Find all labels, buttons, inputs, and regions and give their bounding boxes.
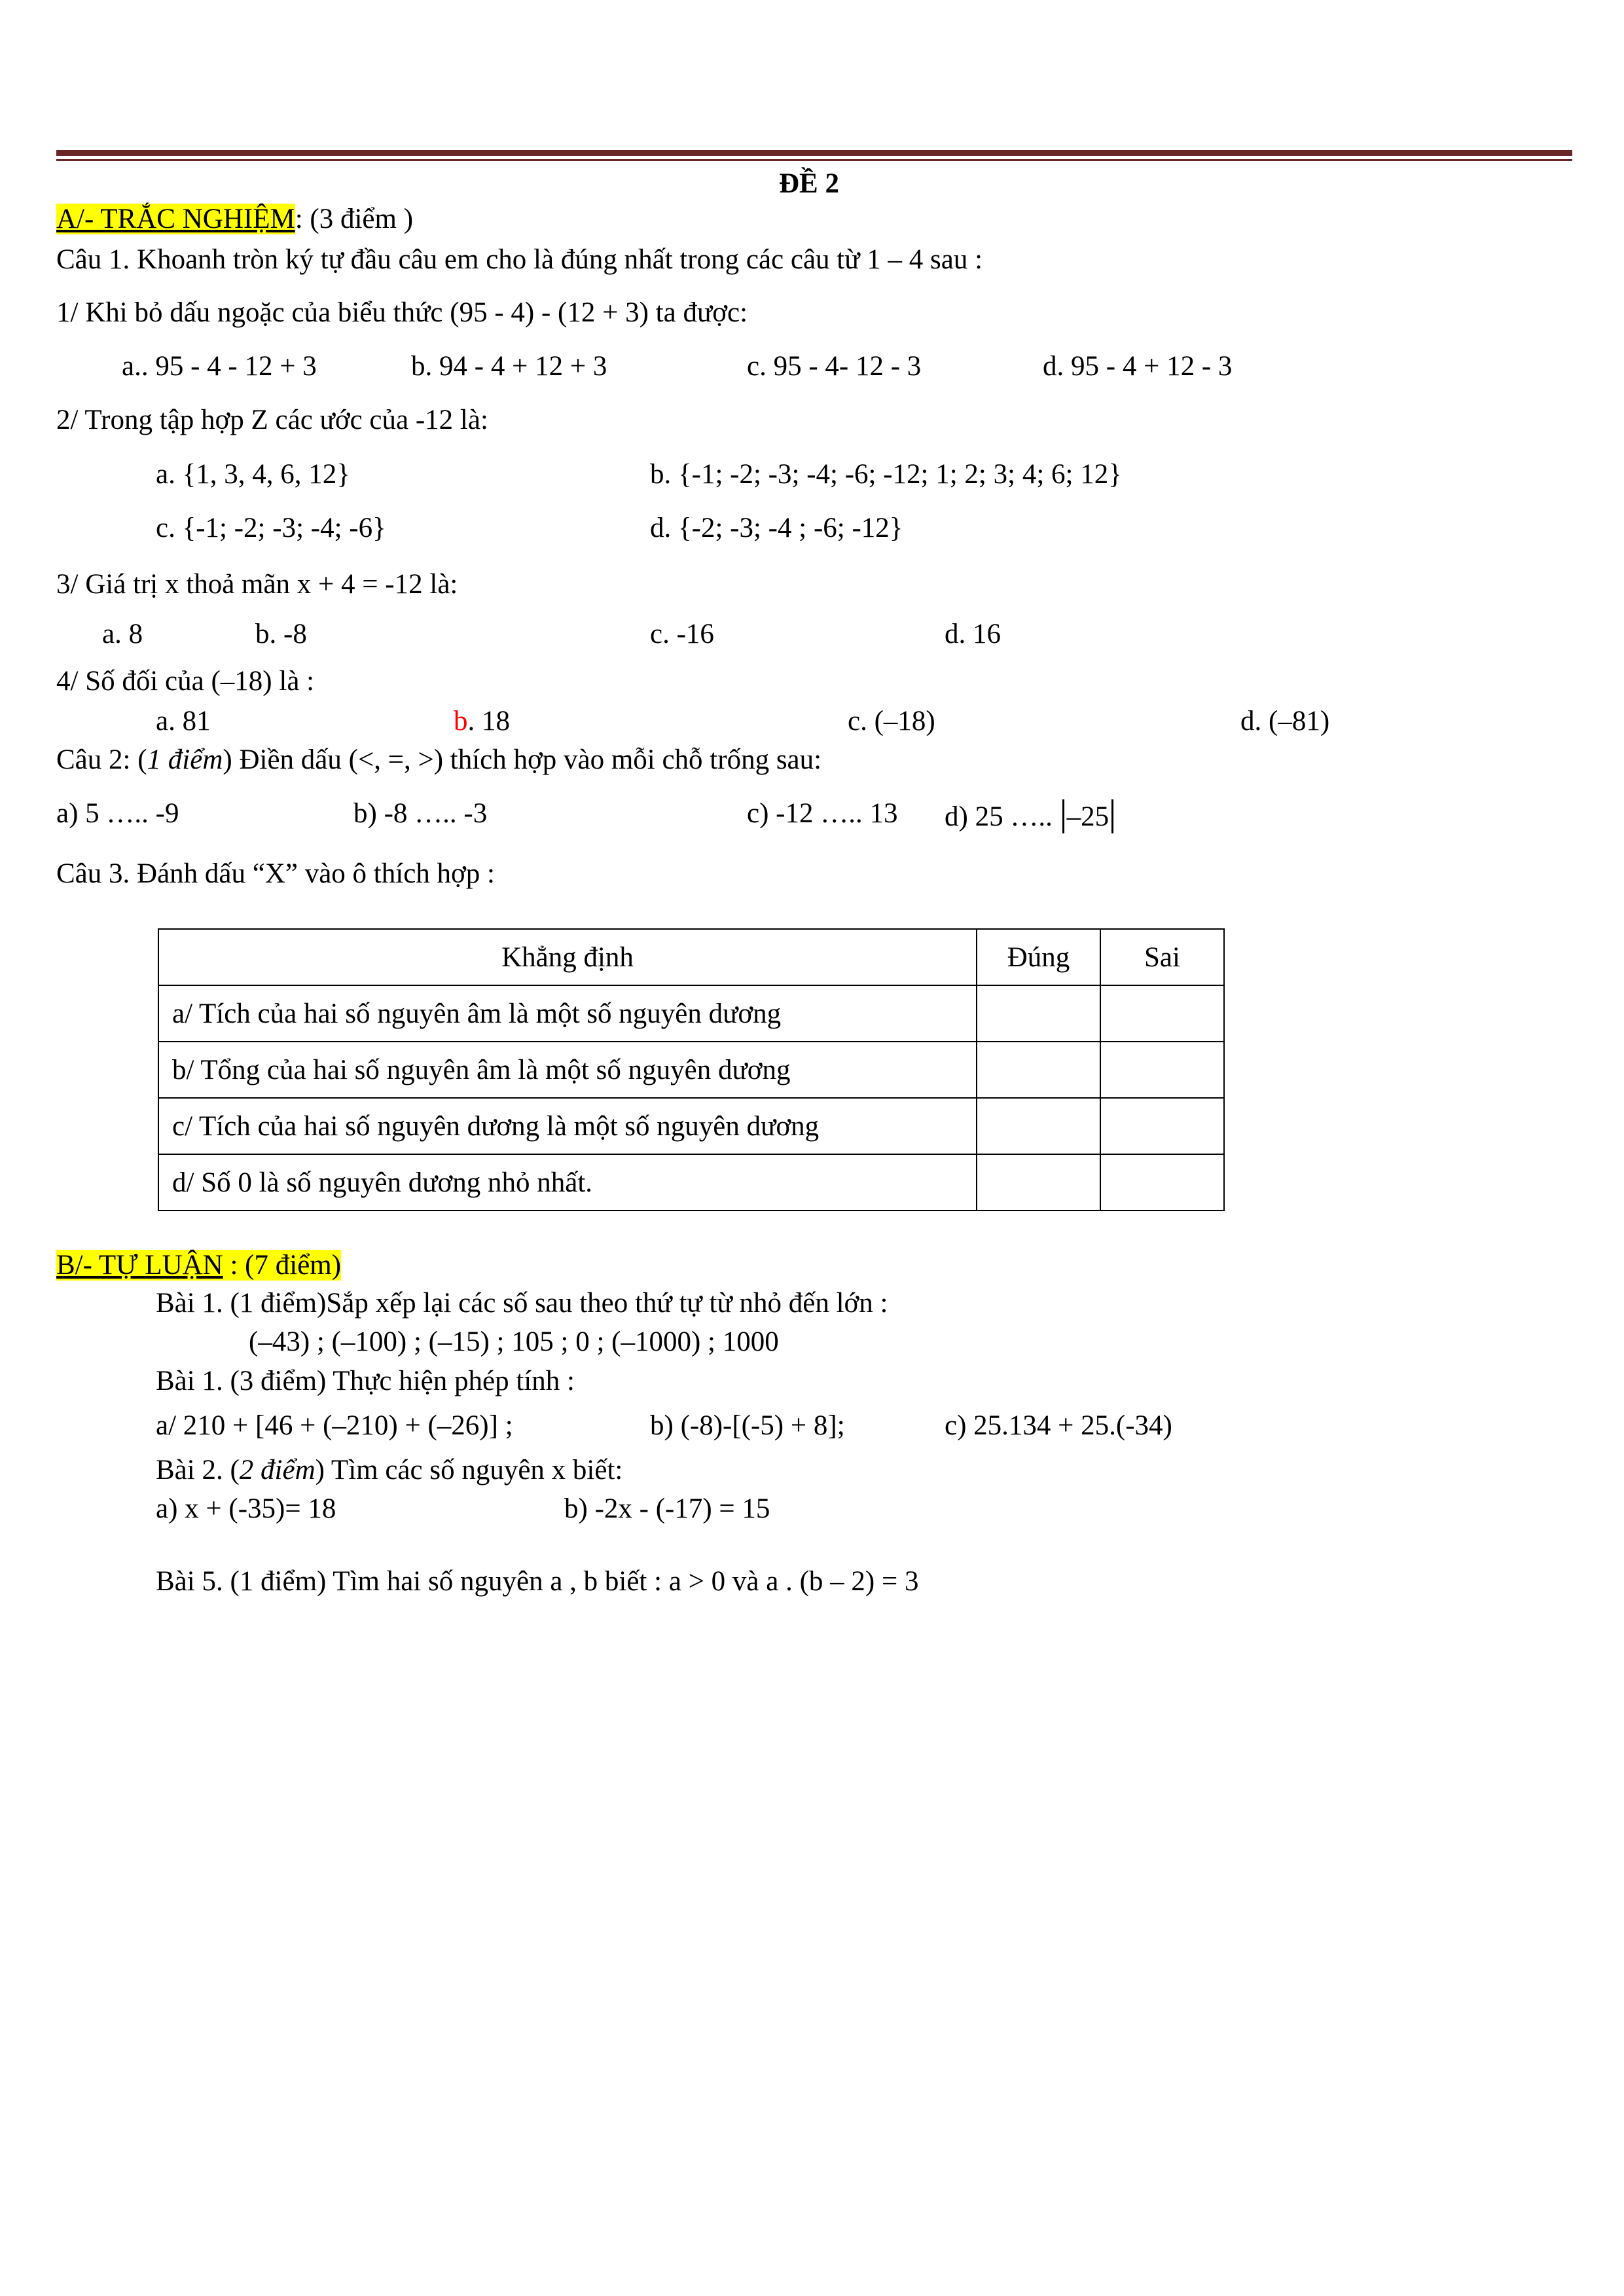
bai1a-numbers: (–43) ; (–100) ; (–15) ; 105 ; 0 ; (–1000) ; 1000 xyxy=(249,1326,779,1357)
header-true: Đúng xyxy=(977,929,1100,985)
abs-bar-left xyxy=(1062,799,1064,833)
cau2-instruction xyxy=(56,746,821,774)
section-b-label: B/- TỰ LUẬN xyxy=(56,1250,223,1281)
bai2-prefix: Bài 2. ( xyxy=(156,1455,240,1485)
abs-bar-right xyxy=(1111,799,1113,833)
cau2-item-d xyxy=(945,799,1116,833)
cau2-item-c: c) -12 ….. 13 xyxy=(747,798,898,829)
q1-option-d[interactable]: d. 95 - 4 + 12 - 3 xyxy=(1043,351,1233,382)
true-checkbox-cell[interactable] xyxy=(977,1154,1100,1211)
true-checkbox-cell[interactable] xyxy=(977,985,1100,1042)
q1-option-c[interactable]: c. 95 - 4- 12 - 3 xyxy=(747,351,922,382)
true-checkbox-cell[interactable] xyxy=(977,1042,1100,1098)
cau2-item-d-abs-value: –25 xyxy=(1066,801,1110,832)
q4-option-b-letter: b xyxy=(454,706,468,737)
q2-option-a[interactable]: a. {1, 3, 4, 6, 12} xyxy=(156,459,350,490)
cau2-item-b: b) -8 ….. -3 xyxy=(353,798,488,829)
section-b-highlight xyxy=(56,1250,341,1281)
q2-option-d[interactable]: d. {-2; -3; -4 ; -6; -12} xyxy=(650,513,903,543)
q3-option-b[interactable]: b. -8 xyxy=(255,619,307,649)
true-checkbox-cell[interactable] xyxy=(977,1098,1100,1154)
cau2-item-d-text: d) 25 ….. xyxy=(945,801,1053,832)
section-a-label: A/- TRẮC NGHIỆM xyxy=(56,204,295,234)
cau2-item-a: a) 5 ….. -9 xyxy=(56,798,179,829)
bai2-item-b: b) -2x - (-17) = 15 xyxy=(564,1493,770,1524)
q4-text: 4/ Số đối của (–18) là : xyxy=(56,666,315,697)
bai1b-text: Bài 1. (3 điểm) Thực hiện phép tính : xyxy=(156,1366,575,1396)
bai5-text: Bài 5. (1 điểm) Tìm hai số nguyên a , b biết : a > 0 và a . (b – 2) = 3 xyxy=(156,1566,919,1597)
false-checkbox-cell[interactable] xyxy=(1100,1098,1224,1154)
page-title: ĐỀ 2 xyxy=(779,168,839,199)
cau1-instruction: Câu 1. Khoanh tròn ký tự đầu câu em cho là đúng nhất trong các câu từ 1 – 4 sau : xyxy=(56,244,983,275)
cau3-instruction: Câu 3. Đánh dấu “X” vào ô thích hợp : xyxy=(56,858,495,889)
bai1b-item-a: a/ 210 + [46 + (–210) + (–26)] ; xyxy=(156,1410,513,1441)
statement-cell: d/ Số 0 là số nguyên dương nhỏ nhất. xyxy=(158,1154,977,1211)
cau2-points: 1 điểm xyxy=(147,744,223,775)
bai1b-item-c: c) 25.134 + 25.(-34) xyxy=(945,1410,1172,1441)
cau2-rest: ) Điền dấu (<, =, >) thích hợp vào mỗi chỗ trống sau: xyxy=(223,744,822,775)
header-rule-thin xyxy=(56,159,1572,161)
header-rule-thick xyxy=(56,150,1572,156)
table-row xyxy=(158,1098,1224,1154)
statement-cell: a/ Tích của hai số nguyên âm là một số nguyên dương xyxy=(158,985,977,1042)
q4-option-b[interactable] xyxy=(454,707,510,735)
header-false: Sai xyxy=(1100,929,1224,985)
false-checkbox-cell[interactable] xyxy=(1100,1042,1224,1098)
q4-option-d[interactable]: d. (–81) xyxy=(1240,706,1330,737)
q1-option-b[interactable]: b. 94 - 4 + 12 + 3 xyxy=(411,351,607,382)
statement-cell: c/ Tích của hai số nguyên dương là một số nguyên dương xyxy=(158,1098,977,1154)
q3-option-d[interactable]: d. 16 xyxy=(945,619,1001,649)
table-row xyxy=(158,985,1224,1042)
bai2-item-a: a) x + (-35)= 18 xyxy=(156,1493,336,1524)
q3-option-a[interactable]: a. 8 xyxy=(102,619,143,649)
q4-option-a[interactable]: a. 81 xyxy=(156,706,211,737)
q4-option-b-value: . 18 xyxy=(467,706,510,737)
false-checkbox-cell[interactable] xyxy=(1100,1154,1224,1211)
true-false-table xyxy=(158,928,1225,1211)
bai2-rest: ) Tìm các số nguyên x biết: xyxy=(315,1455,623,1485)
q3-option-c[interactable]: c. -16 xyxy=(650,619,714,649)
section-b-points: : (7 điểm) xyxy=(223,1250,342,1281)
table-header-row xyxy=(158,929,1224,985)
section-b-heading xyxy=(56,1251,341,1279)
q2-text: 2/ Trong tập hợp Z các ước của -12 là: xyxy=(56,405,488,435)
table-row xyxy=(158,1154,1224,1211)
bai1a-text: Bài 1. (1 điểm)Sắp xếp lại các số sau theo thứ tự từ nhỏ đến lớn : xyxy=(156,1288,888,1319)
q3-text: 3/ Giá trị x thoả mãn x + 4 = -12 là: xyxy=(56,569,458,600)
header-statement: Khẳng định xyxy=(158,929,977,985)
false-checkbox-cell[interactable] xyxy=(1100,985,1224,1042)
section-a-heading xyxy=(56,205,413,233)
statement-cell: b/ Tổng của hai số nguyên âm là một số nguyên dương xyxy=(158,1042,977,1098)
bai2-points: 2 điểm xyxy=(239,1455,316,1485)
section-a-points: : (3 điểm ) xyxy=(295,204,414,234)
q2-option-b[interactable]: b. {-1; -2; -3; -4; -6; -12; 1; 2; 3; 4; 6; 12} xyxy=(650,459,1122,490)
q1-option-a[interactable]: a.. 95 - 4 - 12 + 3 xyxy=(122,351,317,382)
cau2-prefix: Câu 2: ( xyxy=(56,744,147,775)
q2-option-c[interactable]: c. {-1; -2; -3; -4; -6} xyxy=(156,513,386,543)
q4-option-c[interactable]: c. (–18) xyxy=(848,706,935,737)
bai2-text xyxy=(156,1456,623,1484)
q1-text: 1/ Khi bỏ dấu ngoặc của biểu thức (95 - 4) - (12 + 3) ta được: xyxy=(56,297,748,328)
table-row xyxy=(158,1042,1224,1098)
bai1b-item-b: b) (-8)-[(-5) + 8]; xyxy=(650,1410,845,1441)
